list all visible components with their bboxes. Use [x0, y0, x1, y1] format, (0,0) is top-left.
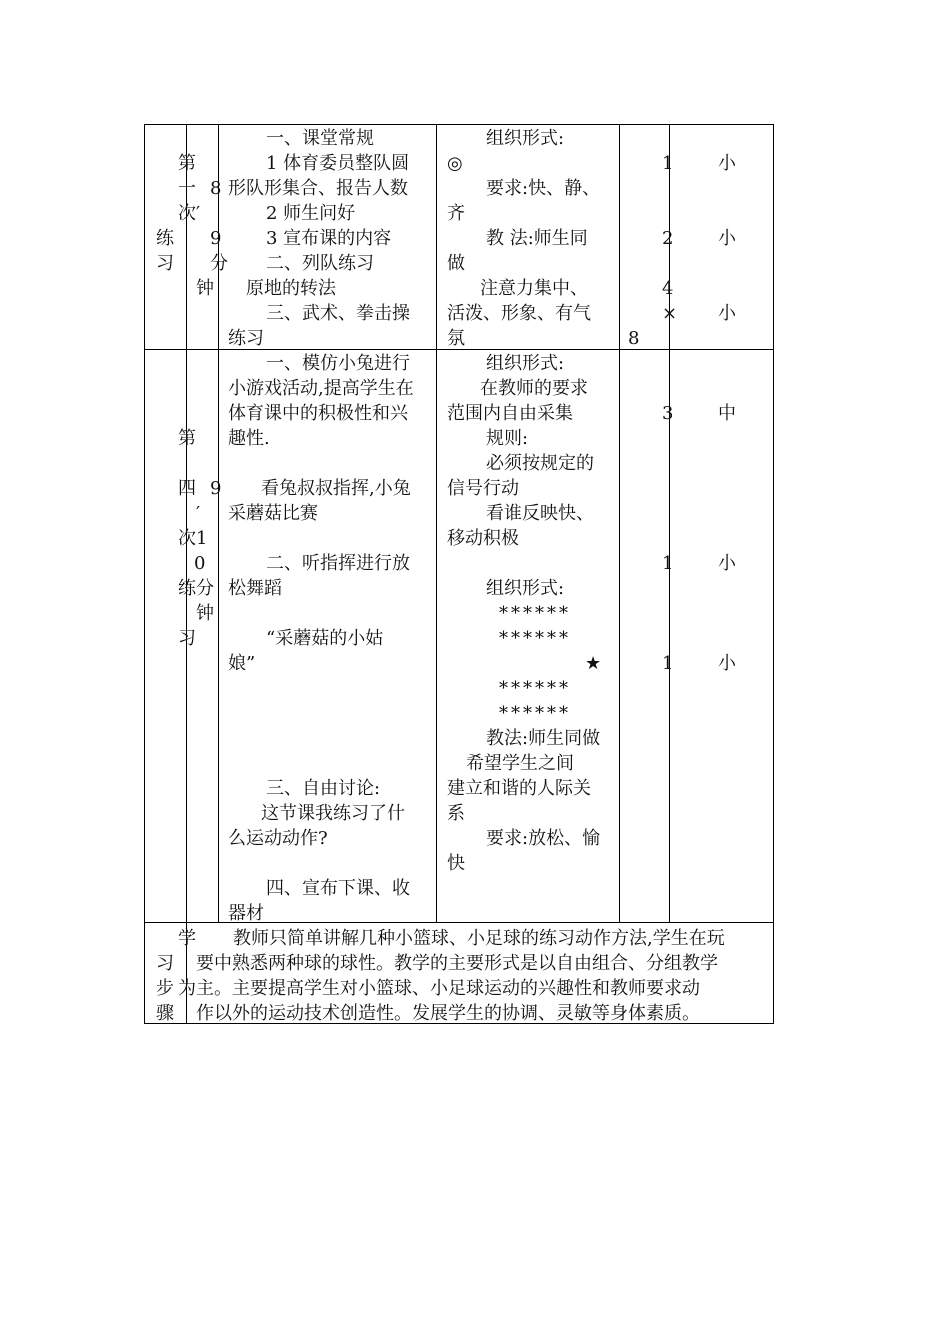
- section2-org-line: 规则:: [486, 428, 529, 449]
- section2-content-line: 二、听指挥进行放: [266, 553, 410, 574]
- section1-intensity: 小: [718, 153, 736, 174]
- formation-stars-row: ******: [499, 603, 571, 624]
- section1-org-line: 教 法:师生同: [486, 228, 588, 249]
- section2-content-line: 体育课中的积极性和兴: [228, 403, 408, 424]
- section2-org-line: 建立和谐的人际关: [447, 778, 591, 799]
- steps-label-char: 骤: [156, 1003, 174, 1024]
- section2-org-line: 在教师的要求: [480, 378, 588, 399]
- section1-count: ×: [662, 303, 678, 324]
- section1-time-line: 8: [210, 178, 222, 199]
- section2-org-line: 系: [447, 803, 465, 824]
- section1-content-line: 2 师生问好: [266, 203, 356, 224]
- section2-content-line: 看兔叔叔指挥,小兔: [261, 478, 411, 499]
- formation-stars-row: ******: [499, 703, 571, 724]
- col-divider-content: [436, 124, 437, 922]
- section1-content-line: 3 宣布课的内容: [266, 228, 392, 249]
- section2-org-line: 组织形式:: [486, 353, 565, 374]
- steps-label-char: 步: [156, 978, 174, 999]
- section2-content-line: “采蘑菇的小姑: [266, 628, 384, 649]
- section1-stage-line: 次′: [178, 203, 201, 224]
- col-divider-org: [619, 124, 620, 922]
- section1-content-line: 原地的转法: [246, 278, 336, 299]
- section2-count: 1: [662, 653, 674, 674]
- section2-stage-line: 练分: [178, 578, 214, 599]
- section2-intensity: 小: [718, 553, 736, 574]
- section1-intensity: 小: [718, 303, 736, 324]
- formation-stars-row: ******: [499, 628, 571, 649]
- section1-count: 4: [662, 278, 674, 299]
- col-divider-stage: [186, 124, 187, 1024]
- section1-time-line: 分: [210, 253, 228, 274]
- section1-count: 2: [662, 228, 674, 249]
- section1-intensity: 小: [718, 228, 736, 249]
- section2-intensity: 中: [718, 403, 736, 424]
- section1-stage-line: 第: [178, 153, 196, 174]
- section2-content-line: 趣性.: [228, 428, 270, 449]
- section2-content-line: 么运动动作?: [228, 828, 328, 849]
- section2-stage-line: 习: [178, 628, 196, 649]
- steps-label-char: 习: [156, 953, 174, 974]
- section2-content-line: 这节课我练习了什: [261, 803, 405, 824]
- section1-org-line: 活泼、形象、有气: [447, 303, 591, 324]
- section1-count: 1: [662, 153, 674, 174]
- table-border-left: [144, 124, 145, 1024]
- section2-content-line: 娘”: [228, 653, 256, 674]
- section1-content-line: 1 体育委员整队圆: [266, 153, 410, 174]
- section2-org-line: 移动积极: [447, 528, 519, 549]
- section2-content-line: 器材: [228, 903, 264, 924]
- section1-content-line: 二、列队练习: [266, 253, 374, 274]
- section1-content-line: 形队形集合、报告人数: [228, 178, 408, 199]
- section1-org-line: 氛: [447, 328, 465, 349]
- section2-org-line: 要求:放松、愉: [486, 828, 601, 849]
- section1-org-line: 组织形式:: [486, 128, 565, 149]
- steps-text-line: 要中熟悉两种球的球性。教学的主要形式是以自由组合、分组教学: [196, 953, 718, 974]
- section2-org-line: 希望学生之间: [466, 753, 574, 774]
- section1-org-line: ◎: [447, 153, 463, 174]
- section1-stage-line: 习: [156, 253, 174, 274]
- section2-org-line: 看谁反映快、: [486, 503, 594, 524]
- table-border-right: [773, 124, 774, 1024]
- section2-content-line: 三、自由讨论:: [266, 778, 381, 799]
- section2-count: 3: [662, 403, 674, 424]
- section1-time-line: 钟: [196, 278, 214, 299]
- section2-content-line: 四、宣布下课、收: [266, 878, 410, 899]
- section2-stage-line: 次1: [178, 528, 208, 549]
- section2-content-line: 一、模仿小兔进行: [266, 353, 410, 374]
- section2-content-line: 松舞蹈: [228, 578, 282, 599]
- section2-org-line: 必须按规定的: [486, 453, 594, 474]
- section2-org-line: 快: [447, 853, 465, 874]
- section2-time-line: 9: [210, 478, 222, 499]
- section2-stage-line: 第: [178, 428, 196, 449]
- section1-stage-line: 一: [178, 178, 196, 199]
- section1-content-line: 练习: [228, 328, 264, 349]
- section2-content-line: 小游戏活动,提高学生在: [228, 378, 414, 399]
- steps-text-line: 作以外的运动技术创造性。发展学生的协调、灵敏等身体素质。: [196, 1003, 700, 1024]
- section2-stage-line: 四: [178, 478, 196, 499]
- section1-time-line: 9: [210, 228, 222, 249]
- section2-org-line: 教法:师生同做: [486, 728, 601, 749]
- section2-count: 1: [662, 553, 674, 574]
- section1-content-line: 三、武术、拳击操: [266, 303, 410, 324]
- formation-stars-row: ******: [499, 678, 571, 699]
- section2-content-line: 采蘑菇比赛: [228, 503, 318, 524]
- section2-time-line: 钟: [196, 603, 214, 624]
- section2-org-line: 范围内自由采集: [447, 403, 573, 424]
- steps-text-line: 教师只简单讲解几种小篮球、小足球的练习动作方法,学生在玩: [233, 928, 725, 949]
- steps-text-line: 为主。主要提高学生对小篮球、小足球运动的兴趣性和教师要求动: [178, 978, 700, 999]
- section1-org-line: 做: [447, 253, 465, 274]
- section2-stage-line: 0: [194, 553, 206, 574]
- section2-org-line: 信号行动: [447, 478, 519, 499]
- teacher-star-icon: ★: [585, 653, 602, 674]
- table-border-top: [144, 124, 774, 125]
- section2-time-line: ′: [196, 503, 201, 524]
- section2-intensity: 小: [718, 653, 736, 674]
- section2-org-line: 组织形式:: [486, 578, 565, 599]
- section1-org-line: 注意力集中、: [480, 278, 588, 299]
- section1-stage-line: 练: [156, 228, 174, 249]
- section1-content-line: 一、课堂常规: [266, 128, 374, 149]
- section1-org-line: 齐: [447, 203, 465, 224]
- steps-label-char: 学: [178, 928, 196, 949]
- section1-org-line: 要求:快、静、: [486, 178, 601, 199]
- section1-count: 8: [628, 328, 640, 349]
